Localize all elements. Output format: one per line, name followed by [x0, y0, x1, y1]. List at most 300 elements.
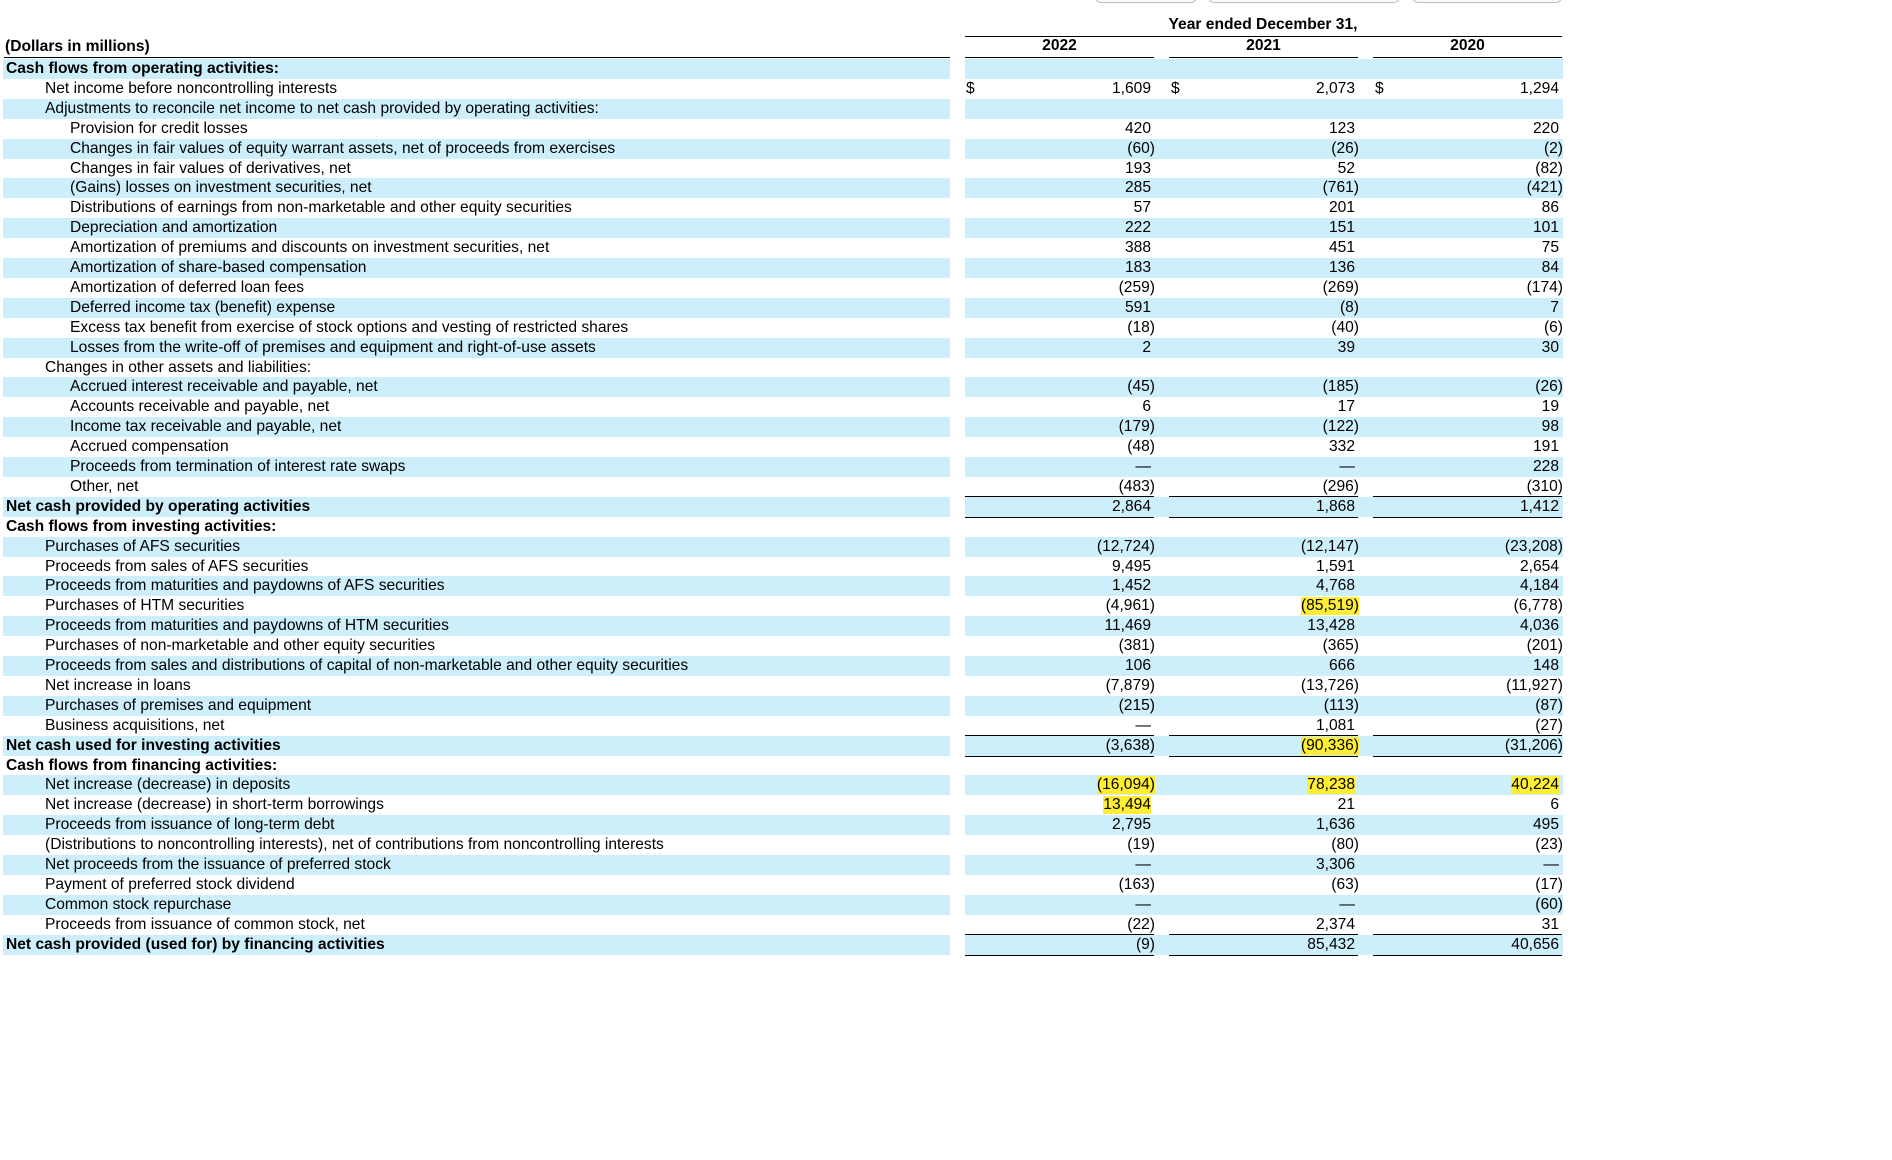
value-cell-wrapper [1015, 478, 1155, 496]
row-label: Deferred income tax (benefit) expense [70, 298, 336, 316]
value-cell-wrapper [1011, 796, 1151, 814]
value-cell-wrapper [1423, 876, 1563, 894]
value-cell-2021: (761) [1322, 179, 1359, 197]
value-cell-wrapper [1219, 637, 1359, 655]
value-cell-wrapper [1419, 438, 1559, 456]
value-cell-2020: 98 [1541, 418, 1559, 436]
value-cell-2020: 1,412 [1519, 497, 1559, 515]
value-cell-wrapper [1011, 199, 1151, 217]
table-row [0, 616, 1566, 636]
table-row [0, 835, 1566, 855]
row-label: Purchases of AFS securities [45, 537, 241, 555]
value-cell-wrapper [1015, 737, 1155, 755]
value-cell-wrapper [1419, 398, 1559, 416]
value-cell-2020: 19 [1541, 398, 1559, 416]
table-row [0, 338, 1566, 358]
row-label: Net proceeds from the issuance of preferred stock [45, 856, 391, 873]
value-cell-2021: 1,636 [1315, 816, 1355, 834]
table-row [0, 676, 1566, 696]
value-cell-wrapper [1423, 538, 1563, 556]
value-cell-wrapper [1215, 577, 1355, 595]
row-label: (Distributions to noncontrolling interests), net of contributions from noncontrolling interests [45, 836, 664, 854]
value-cell-2020: (26) [1535, 378, 1563, 396]
value-cell-wrapper [1215, 259, 1355, 277]
value-cell-wrapper [1219, 478, 1359, 496]
value-cell-wrapper [1219, 140, 1359, 158]
value-cell-2021: (12,147) [1300, 537, 1359, 555]
value-cell-wrapper [1215, 458, 1355, 476]
value-cell-2021: 666 [1328, 657, 1355, 674]
row-label: Adjustments to reconcile net income to net cash provided by operating activities: [45, 99, 599, 117]
value-cell-wrapper [1015, 836, 1155, 854]
top-tab-3 [1412, 0, 1562, 3]
value-cell-2021: 4,768 [1315, 577, 1355, 595]
row-label: Other, net [70, 477, 139, 495]
table-row [0, 258, 1566, 278]
period-header: Year ended December 31, [1168, 16, 1358, 33]
value-cell-2022: (9) [1135, 935, 1155, 953]
value-cell-2021: (26) [1331, 139, 1359, 157]
value-cell-wrapper [1011, 120, 1151, 138]
top-tab-1 [1095, 0, 1197, 3]
value-cell-wrapper [1423, 836, 1563, 854]
value-cell-2021: (185) [1322, 378, 1359, 396]
top-tab-2 [1208, 0, 1400, 3]
value-cell-2021: 52 [1337, 159, 1355, 177]
value-cell-wrapper [1419, 120, 1559, 138]
value-cell-wrapper [1215, 916, 1355, 934]
value-cell-2022: 106 [1124, 657, 1151, 674]
row-label: Accrued compensation [70, 438, 229, 456]
value-cell-wrapper [1011, 717, 1151, 735]
value-cell-wrapper [1015, 378, 1155, 396]
table-row [0, 119, 1566, 139]
value-cell-wrapper [1011, 816, 1151, 834]
header-rule [4, 57, 950, 58]
value-cell-2020: 101 [1532, 219, 1559, 237]
value-cell-2020: 148 [1532, 657, 1559, 674]
value-cell-2020: 30 [1541, 338, 1559, 356]
value-cell-2022: 9,495 [1111, 557, 1151, 575]
table-row [0, 437, 1566, 457]
value-cell-wrapper [1015, 916, 1155, 934]
table-row [0, 358, 1566, 378]
table-row [0, 377, 1566, 397]
value-cell-2022: (60) [1127, 139, 1155, 157]
value-cell-wrapper [1215, 199, 1355, 217]
currency-symbol: $ [966, 79, 975, 97]
value-cell-2021: 1,591 [1315, 557, 1355, 575]
table-row [0, 178, 1566, 198]
table-row [0, 875, 1566, 895]
value-cell-2021: (113) [1323, 696, 1359, 714]
row-label: Proceeds from termination of interest rate swaps [70, 458, 406, 475]
value-cell-2020: 4,036 [1519, 617, 1559, 635]
value-cell-2020: (60) [1535, 895, 1563, 913]
value-cell-2021: 78,238 [1307, 776, 1355, 794]
value-cell-2022: 285 [1124, 179, 1151, 197]
value-cell-wrapper [1215, 398, 1355, 416]
value-cell-wrapper [1215, 239, 1355, 257]
row-label: Accounts receivable and payable, net [70, 398, 330, 416]
row-label: Cash flows from operating activities: [6, 60, 279, 77]
row-label: Depreciation and amortization [70, 219, 278, 237]
table-row [0, 756, 1566, 776]
value-cell-2021: 151 [1328, 219, 1355, 237]
value-cell-2020: 4,184 [1519, 577, 1559, 595]
row-label: Accrued interest receivable and payable, net [70, 378, 378, 396]
row-label: Proceeds from sales and distributions of capital of non-marketable and other equity securities [45, 657, 689, 674]
value-cell-2022: 57 [1133, 199, 1151, 217]
value-cell-2022: 1,452 [1111, 577, 1151, 595]
value-cell-wrapper [1215, 80, 1355, 98]
value-cell-wrapper [1011, 617, 1151, 635]
value-cell-2021: (122) [1322, 418, 1359, 436]
value-cell-2022: 2 [1142, 338, 1151, 356]
value-cell-2021: 21 [1337, 796, 1355, 814]
value-cell-2022: (163) [1118, 875, 1155, 893]
value-cell-2022: (16,094) [1096, 776, 1155, 794]
value-cell-2020: 191 [1532, 438, 1559, 456]
value-cell-wrapper [1011, 856, 1151, 874]
value-cell-wrapper [1215, 498, 1355, 516]
value-cell-2020: (11,927) [1506, 676, 1563, 694]
value-cell-wrapper [1215, 816, 1355, 834]
table-row [0, 477, 1566, 497]
table-row [0, 59, 1566, 79]
row-label: Amortization of share-based compensation [70, 259, 367, 276]
value-cell-2022: (215) [1118, 696, 1155, 714]
value-cell-2020: 6 [1550, 796, 1559, 814]
value-cell-2022: 1,609 [1111, 79, 1151, 97]
value-cell-2022: (48) [1127, 438, 1155, 456]
value-cell-wrapper [1219, 538, 1359, 556]
value-cell-2022: — [1135, 856, 1151, 873]
value-cell-wrapper [1011, 498, 1151, 516]
value-cell-2021: 1,081 [1315, 716, 1355, 734]
subtotal-rule [1373, 735, 1562, 736]
value-cell-2020: (310) [1526, 477, 1563, 495]
value-cell-wrapper [1015, 538, 1155, 556]
row-label: Income tax receivable and payable, net [70, 418, 342, 436]
value-cell-wrapper [1215, 438, 1355, 456]
row-label: Net cash used for investing activities [6, 736, 281, 754]
table-row [0, 517, 1566, 537]
value-cell-2020: (23) [1535, 836, 1563, 854]
table-row [0, 79, 1566, 99]
value-cell-2022: 222 [1124, 219, 1151, 237]
value-cell-2020: (201) [1526, 637, 1563, 655]
subtotal-rule [965, 735, 1154, 736]
value-cell-wrapper [1011, 339, 1151, 357]
table-row [0, 656, 1566, 676]
table-row [0, 696, 1566, 716]
value-cell-2021: — [1339, 458, 1355, 475]
value-cell-wrapper [1419, 80, 1559, 98]
value-cell-2022: 591 [1124, 298, 1151, 316]
value-cell-wrapper [1423, 140, 1563, 158]
value-cell-wrapper [1419, 657, 1559, 675]
value-cell-wrapper [1219, 299, 1359, 317]
year-header-2020: 2020 [1373, 37, 1562, 58]
value-cell-2021: (85,519) [1300, 597, 1359, 615]
row-label: Proceeds from maturities and paydowns of AFS securities [45, 577, 445, 595]
value-cell-2021: (40) [1331, 318, 1359, 336]
value-cell-wrapper [1215, 160, 1355, 178]
table-row [0, 795, 1566, 815]
value-cell-wrapper [1015, 677, 1155, 695]
row-shading [965, 99, 1563, 119]
row-label: Purchases of premises and equipment [45, 696, 312, 714]
value-cell-2022: (45) [1127, 378, 1155, 396]
value-cell-wrapper [1011, 80, 1151, 98]
value-cell-2020: 228 [1532, 458, 1559, 475]
table-row [0, 198, 1566, 218]
table-row [0, 457, 1566, 477]
value-cell-2021: — [1339, 895, 1355, 913]
value-cell-wrapper [1011, 239, 1151, 257]
value-cell-2020: (31,206) [1504, 736, 1563, 754]
value-cell-2022: (3,638) [1105, 736, 1155, 754]
value-cell-wrapper [1423, 179, 1563, 197]
value-cell-wrapper [1419, 418, 1559, 436]
value-cell-wrapper [1423, 737, 1563, 755]
value-cell-2020: (17) [1535, 875, 1563, 893]
row-shading [965, 59, 1563, 79]
table-row [0, 636, 1566, 656]
value-cell-2022: 2,864 [1111, 497, 1151, 515]
value-cell-wrapper [1419, 936, 1559, 954]
value-cell-wrapper [1419, 617, 1559, 635]
value-cell-2020: 75 [1541, 239, 1559, 257]
row-label: Common stock repurchase [45, 895, 232, 913]
value-cell-wrapper [1015, 319, 1155, 337]
value-cell-wrapper [1423, 319, 1563, 337]
table-row [0, 895, 1566, 915]
value-cell-wrapper [1419, 796, 1559, 814]
row-label: Changes in fair values of equity warrant assets, net of proceeds from exercises [70, 139, 616, 157]
value-cell-2020: (87) [1535, 696, 1563, 714]
subtotal-rule [1169, 735, 1358, 736]
value-cell-wrapper [1419, 339, 1559, 357]
value-cell-wrapper [1011, 558, 1151, 576]
table-row [0, 497, 1566, 517]
subtotal-rule [1373, 496, 1562, 497]
value-cell-2020: 40,656 [1511, 935, 1559, 953]
subtotal-rule [965, 934, 1154, 935]
value-cell-2021: 1,868 [1315, 497, 1355, 515]
value-cell-2020: 220 [1532, 119, 1559, 137]
table-row [0, 596, 1566, 616]
row-label: Net income before noncontrolling interests [45, 79, 338, 97]
value-cell-wrapper [1419, 558, 1559, 576]
value-cell-wrapper [1419, 816, 1559, 834]
value-cell-wrapper [1419, 776, 1559, 794]
value-cell-wrapper [1011, 657, 1151, 675]
total-rule [965, 955, 1154, 956]
value-cell-wrapper [1219, 319, 1359, 337]
value-cell-2022: (483) [1118, 477, 1155, 495]
value-cell-wrapper [1423, 637, 1563, 655]
value-cell-2021: 3,306 [1315, 856, 1355, 873]
value-cell-wrapper [1419, 498, 1559, 516]
value-cell-2020: — [1543, 856, 1559, 873]
value-cell-2020: 84 [1541, 259, 1559, 276]
value-cell-wrapper [1419, 916, 1559, 934]
row-label: Distributions of earnings from non-marketable and other equity securities [70, 199, 572, 217]
subtotal-rule [1169, 496, 1358, 497]
year-header-2022: 2022 [965, 37, 1154, 58]
value-cell-2021: (269) [1322, 278, 1359, 296]
table-row [0, 99, 1566, 119]
value-cell-wrapper [1011, 398, 1151, 416]
value-cell-2022: — [1135, 458, 1151, 475]
value-cell-wrapper [1215, 796, 1355, 814]
row-label: Proceeds from issuance of long-term debt [45, 816, 335, 834]
value-cell-2021: 201 [1328, 199, 1355, 217]
value-cell-2022: — [1135, 895, 1151, 913]
row-label: Amortization of premiums and discounts on investment securities, net [70, 239, 550, 257]
value-cell-wrapper [1015, 597, 1155, 615]
value-cell-wrapper [1011, 179, 1151, 197]
value-cell-2022: 420 [1124, 119, 1151, 137]
value-cell-2021: 451 [1328, 239, 1355, 257]
value-cell-wrapper [1011, 160, 1151, 178]
row-label: Payment of preferred stock dividend [45, 875, 295, 893]
year-header-2021: 2021 [1169, 37, 1358, 58]
value-cell-wrapper [1423, 717, 1563, 735]
row-label: Purchases of HTM securities [45, 597, 245, 615]
row-label: Net increase in loans [45, 676, 191, 694]
value-cell-wrapper [1015, 279, 1155, 297]
value-cell-2020: (27) [1535, 716, 1563, 734]
currency-symbol: $ [1171, 79, 1180, 97]
value-cell-wrapper [1015, 418, 1155, 436]
subtotal-rule [1373, 934, 1562, 935]
value-cell-2021: 332 [1328, 438, 1355, 456]
table-row [0, 298, 1566, 318]
value-cell-wrapper [1011, 219, 1151, 237]
value-cell-wrapper [1215, 717, 1355, 735]
table-row [0, 775, 1566, 795]
table-row [0, 238, 1566, 258]
value-cell-wrapper [1011, 299, 1151, 317]
value-cell-2021: 39 [1337, 338, 1355, 356]
value-cell-wrapper [1011, 896, 1151, 914]
value-cell-2020: 31 [1541, 915, 1559, 933]
value-cell-wrapper [1219, 597, 1359, 615]
row-label: Net increase (decrease) in short-term borrowings [45, 796, 384, 814]
value-cell-wrapper [1419, 299, 1559, 317]
table-row [0, 557, 1566, 577]
table-row [0, 855, 1566, 875]
value-cell-wrapper [1215, 339, 1355, 357]
value-cell-wrapper [1219, 737, 1359, 755]
value-cell-2020: (2) [1543, 139, 1563, 157]
value-cell-2020: (6) [1543, 318, 1563, 336]
value-cell-wrapper [1423, 896, 1563, 914]
value-cell-wrapper [1215, 120, 1355, 138]
row-label: Net increase (decrease) in deposits [45, 776, 291, 794]
value-cell-2021: 123 [1328, 119, 1355, 137]
value-cell-2020: 1,294 [1519, 79, 1559, 97]
row-label: Changes in fair values of derivatives, net [70, 159, 351, 177]
value-cell-2022: 11,469 [1104, 617, 1151, 635]
value-cell-2021: (296) [1322, 477, 1359, 495]
value-cell-wrapper [1419, 259, 1559, 277]
value-cell-wrapper [1215, 936, 1355, 954]
value-cell-wrapper [1219, 378, 1359, 396]
row-label: Proceeds from sales of AFS securities [45, 557, 309, 575]
value-cell-2021: 85,432 [1307, 935, 1355, 953]
value-cell-2022: (259) [1118, 278, 1155, 296]
value-cell-2022: (22) [1127, 915, 1155, 933]
value-cell-wrapper [1215, 776, 1355, 794]
row-label: Proceeds from maturities and paydowns of HTM securities [45, 617, 449, 635]
value-cell-wrapper [1219, 836, 1359, 854]
table-row [0, 935, 1566, 955]
value-cell-wrapper [1015, 876, 1155, 894]
value-cell-wrapper [1423, 279, 1563, 297]
value-cell-2020: (421) [1526, 179, 1563, 197]
value-cell-2021: (90,336) [1300, 736, 1359, 754]
table-row [0, 139, 1566, 159]
table-row [0, 716, 1566, 736]
value-cell-2021: (8) [1339, 298, 1359, 316]
value-cell-2022: 193 [1124, 159, 1151, 177]
total-rule [1169, 955, 1358, 956]
subtotal-rule [1169, 934, 1358, 935]
value-cell-wrapper [1011, 458, 1151, 476]
value-cell-wrapper [1423, 378, 1563, 396]
row-label: Business acquisitions, net [45, 716, 225, 734]
row-label: Cash flows from financing activities: [6, 756, 278, 774]
value-cell-wrapper [1219, 279, 1359, 297]
value-cell-2020: (82) [1535, 159, 1563, 177]
value-cell-2021: 13,428 [1307, 617, 1355, 635]
table-row [0, 815, 1566, 835]
table-row [0, 915, 1566, 935]
value-cell-2021: 2,073 [1315, 79, 1355, 97]
value-cell-wrapper [1419, 856, 1559, 874]
value-cell-2022: 2,795 [1111, 816, 1151, 834]
currency-symbol: $ [1375, 79, 1384, 97]
value-cell-2021: (13,726) [1300, 676, 1359, 694]
value-cell-wrapper [1015, 697, 1155, 715]
value-cell-wrapper [1219, 876, 1359, 894]
value-cell-2022: (179) [1118, 418, 1155, 436]
value-cell-2021: (63) [1331, 875, 1359, 893]
value-cell-2022: (4,961) [1105, 597, 1155, 615]
value-cell-2020: (23,208) [1504, 537, 1563, 555]
value-cell-wrapper [1419, 458, 1559, 476]
value-cell-2021: (80) [1331, 836, 1359, 854]
value-cell-wrapper [1419, 219, 1559, 237]
value-cell-wrapper [1015, 438, 1155, 456]
row-label: Losses from the write-off of premises and equipment and right-of-use assets [70, 338, 596, 356]
row-label: Purchases of non-marketable and other equity securities [45, 637, 436, 655]
value-cell-2020: (174) [1526, 278, 1563, 296]
value-cell-wrapper [1011, 577, 1151, 595]
row-label: Net cash provided by operating activities [6, 497, 311, 515]
table-row [0, 318, 1566, 338]
table-row [0, 278, 1566, 298]
value-cell-wrapper [1219, 677, 1359, 695]
value-cell-2022: (18) [1127, 318, 1155, 336]
value-cell-wrapper [1419, 239, 1559, 257]
value-cell-2021: 136 [1328, 259, 1355, 276]
value-cell-2020: 40,224 [1511, 776, 1559, 794]
